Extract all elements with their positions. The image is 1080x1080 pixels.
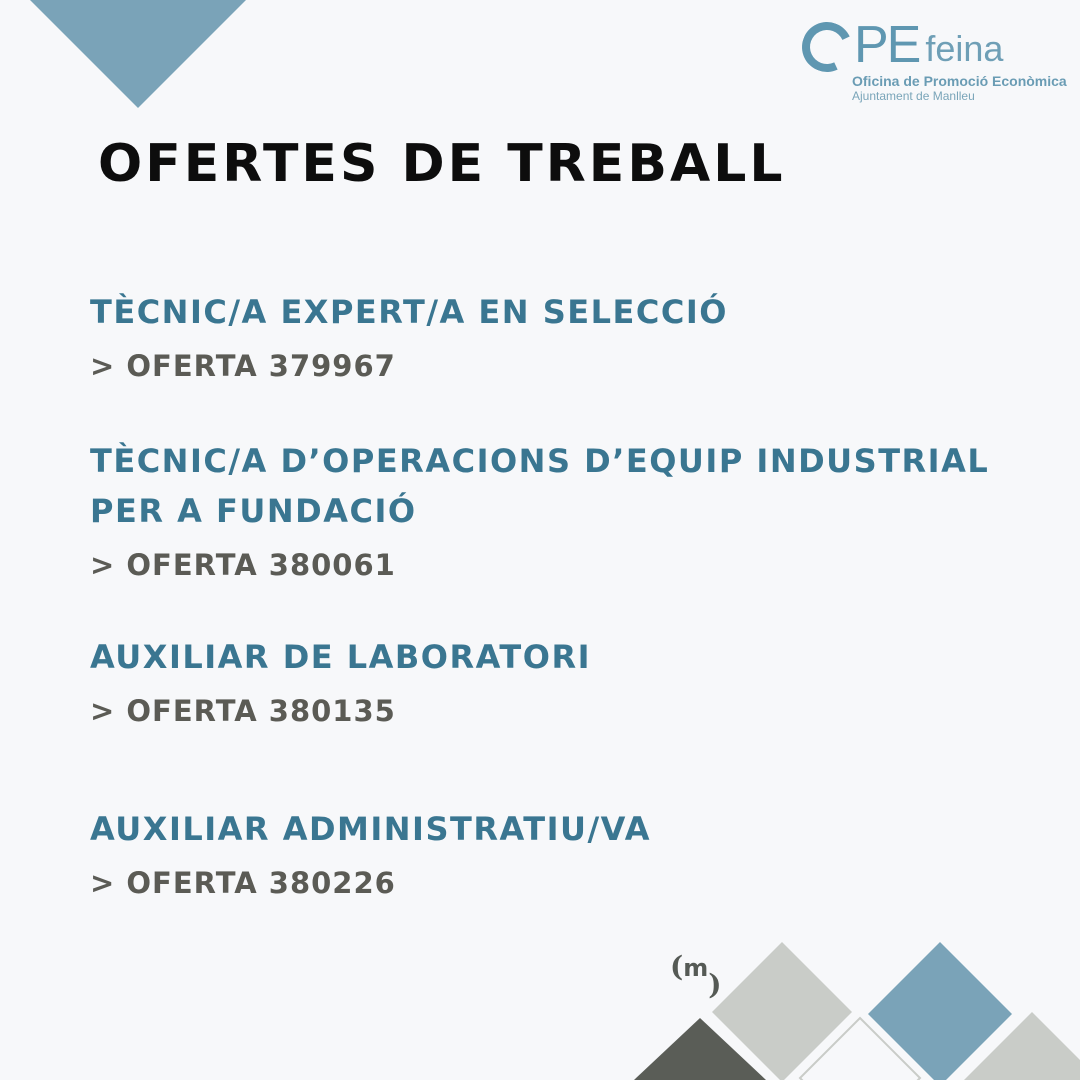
offer-title: TÈCNIC/A EXPERT/A EN SELECCIÓ — [90, 293, 728, 331]
offer-title: TÈCNIC/A D’OPERACIONS D’EQUIP INDUSTRIAL — [90, 442, 990, 480]
offer-title: AUXILIAR DE LABORATORI — [90, 638, 591, 676]
offer-item — [90, 632, 990, 736]
offer-code[interactable]: > OFERTA 379967 — [90, 349, 396, 383]
m-logo-letter: m — [683, 954, 709, 982]
offer-title: AUXILIAR ADMINISTRATIU/VA — [90, 810, 652, 848]
page-title: OFERTES DE TREBALL — [98, 134, 786, 194]
ope-feina-logo — [802, 16, 1072, 106]
offer-item — [90, 436, 990, 590]
offer-item — [90, 287, 990, 391]
m-logo-icon: (m) — [670, 950, 722, 1001]
logo-feina-text: feina — [925, 28, 1004, 69]
logo-subtitle: Oficina de Promoció Econòmica — [852, 73, 1067, 89]
logo-ope-text: PE — [854, 16, 920, 74]
offer-code[interactable]: > OFERTA 380061 — [90, 548, 396, 582]
offer-title-line-2: PER A FUNDACIÓ — [90, 492, 417, 530]
offer-item — [90, 804, 990, 908]
logo-wordmark — [802, 16, 1004, 74]
offer-code[interactable]: > OFERTA 380226 — [90, 866, 396, 900]
logo-subtitle-council: Ajuntament de Manlleu — [852, 89, 975, 103]
corner-triangle-decoration — [0, 0, 260, 110]
logo-o-ring-icon — [795, 15, 859, 79]
offer-code[interactable]: > OFERTA 380135 — [90, 694, 396, 728]
